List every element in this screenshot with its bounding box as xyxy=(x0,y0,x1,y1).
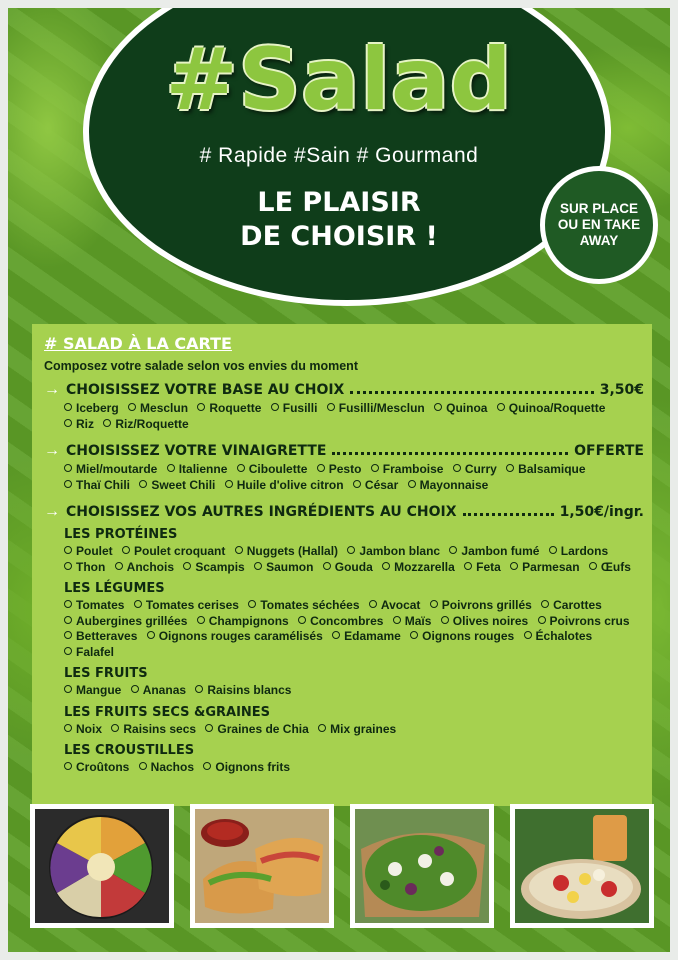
option-item: Tomates xyxy=(64,598,124,612)
leader-dots xyxy=(332,452,568,455)
option-item: Betteraves xyxy=(64,629,137,643)
arrow-right-icon: → xyxy=(44,503,60,520)
option-item: Croûtons xyxy=(64,760,129,774)
option-item: Raisins blancs xyxy=(195,683,291,697)
photo-sandwich xyxy=(190,804,334,928)
option-item: Roquette xyxy=(197,401,261,415)
option-item: Tomates séchées xyxy=(248,598,359,612)
option-item: Jambon fumé xyxy=(449,544,539,558)
option-item: Pesto xyxy=(317,462,362,476)
option-item: Mangue xyxy=(64,683,121,697)
category-price: OFFERTE xyxy=(574,443,644,459)
option-item: Mix graines xyxy=(318,722,396,736)
option-item: Iceberg xyxy=(64,401,119,415)
salad-drink-image xyxy=(515,809,649,923)
option-item: Nuggets (Hallal) xyxy=(235,544,338,558)
category-label: CHOISISSEZ VOS AUTRES INGRÉDIENTS AU CHOIX xyxy=(66,504,457,520)
option-item: Échalotes xyxy=(524,629,593,643)
ingredient-group-title: LES FRUITS xyxy=(64,666,148,681)
ingredient-group-options xyxy=(64,760,644,776)
option-item: Ananas xyxy=(131,683,186,697)
tagline: # Rapide #Sain # Gourmand xyxy=(199,144,479,167)
option-item: Mesclun xyxy=(128,401,188,415)
badge-text: SUR PLACE OU EN TAKE AWAY xyxy=(557,201,641,248)
option-item: Miel/moutarde xyxy=(64,462,157,476)
option-item: César xyxy=(353,478,398,492)
option-item: Olives noires xyxy=(441,614,528,628)
option-item: Feta xyxy=(464,560,501,574)
option-item: Poivrons crus xyxy=(538,614,630,628)
option-item: Thaï Chili xyxy=(64,478,130,492)
photo-strip xyxy=(30,804,654,930)
option-item: Jambon blanc xyxy=(347,544,440,558)
category-label: CHOISISSEZ VOTRE VINAIGRETTE xyxy=(66,443,327,459)
option-item: Riz xyxy=(64,417,94,431)
option-item: Mozzarella xyxy=(382,560,455,574)
option-item: Poulet xyxy=(64,544,113,558)
option-item: Maïs xyxy=(393,614,432,628)
slogan-line-2: DE CHOISIR ! xyxy=(240,221,438,252)
option-item: Mayonnaise xyxy=(408,478,489,492)
category-label: CHOISISSEZ VOTRE BASE AU CHOIX xyxy=(66,382,345,398)
category-price: 3,50€ xyxy=(599,382,644,398)
option-item: Quinoa/Roquette xyxy=(497,401,606,415)
option-item: Saumon xyxy=(254,560,313,574)
option-item: Sweet Chili xyxy=(139,478,215,492)
ingredient-group-options xyxy=(64,598,644,660)
option-item: Lardons xyxy=(549,544,608,558)
option-item: Huile d'olive citron xyxy=(225,478,344,492)
option-item: Carottes xyxy=(541,598,602,612)
option-item: Poivrons grillés xyxy=(430,598,532,612)
option-item: Thon xyxy=(64,560,105,574)
ingredient-group-title: LES FRUITS SECS &GRAINES xyxy=(64,704,271,720)
category-ingredients xyxy=(44,503,644,521)
option-item: Oignons rouges caramélisés xyxy=(147,629,323,643)
category-vinaigrette xyxy=(44,442,644,460)
option-item: Framboise xyxy=(371,462,444,476)
option-item: Fusilli/Mesclun xyxy=(327,401,425,415)
option-item: Oignons frits xyxy=(203,760,290,774)
option-item: Quinoa xyxy=(434,401,487,415)
section-title: # SALAD À LA CARTE xyxy=(44,334,232,353)
option-item: Œufs xyxy=(589,560,631,574)
leader-dots xyxy=(463,513,554,516)
option-item: Edamame xyxy=(332,629,401,643)
category-price: 1,50€/ingr. xyxy=(559,504,644,520)
option-item: Poulet croquant xyxy=(122,544,225,558)
ingredient-group-title: LES PROTÉINES xyxy=(64,527,178,542)
option-item: Champignons xyxy=(197,614,289,628)
option-item: Oignons rouges xyxy=(410,629,514,643)
salad-box-image xyxy=(355,809,489,923)
option-item: Italienne xyxy=(167,462,228,476)
option-item: Graines de Chia xyxy=(205,722,308,736)
option-item: Gouda xyxy=(323,560,373,574)
base-options xyxy=(64,401,644,432)
leader-dots xyxy=(350,391,593,394)
ingredient-groups xyxy=(44,527,644,776)
ingredient-group-options xyxy=(64,683,644,699)
photo-salad-box xyxy=(350,804,494,928)
option-item: Riz/Roquette xyxy=(103,417,188,431)
photo-salad-drink xyxy=(510,804,654,928)
takeaway-badge xyxy=(540,166,658,284)
brand-title: #Salad xyxy=(165,30,513,130)
option-item: Scampis xyxy=(183,560,244,574)
ingredient-group-title: LES LÉGUMES xyxy=(64,581,165,596)
arrow-right-icon: → xyxy=(44,442,60,459)
option-item: Concombres xyxy=(298,614,383,628)
vinaigrette-options xyxy=(64,462,644,493)
menu-panel xyxy=(32,324,652,806)
intro-text: Composez votre salade selon vos envies du moment xyxy=(44,359,358,373)
arrow-right-icon: → xyxy=(44,381,60,398)
option-item: Noix xyxy=(64,722,102,736)
ingredient-group-options xyxy=(64,722,644,738)
sandwich-image xyxy=(195,809,329,923)
option-item: Nachos xyxy=(139,760,194,774)
option-item: Aubergines grillées xyxy=(64,614,187,628)
ingredient-group-title: LES CROUSTILLES xyxy=(64,743,195,758)
option-item: Falafel xyxy=(64,645,114,659)
option-item: Tomates cerises xyxy=(134,598,239,612)
option-item: Anchois xyxy=(115,560,174,574)
ingredient-group-options xyxy=(64,544,644,575)
category-base xyxy=(44,381,644,399)
option-item: Fusilli xyxy=(271,401,318,415)
option-item: Raisins secs xyxy=(111,722,196,736)
slogan-line-1: LE PLAISIR xyxy=(257,187,421,218)
option-item: Parmesan xyxy=(510,560,579,574)
option-item: Balsamique xyxy=(506,462,585,476)
photo-buddha-bowl xyxy=(30,804,174,928)
menu-poster xyxy=(8,8,670,952)
option-item: Curry xyxy=(453,462,497,476)
option-item: Avocat xyxy=(369,598,421,612)
bowl-image xyxy=(35,809,169,923)
option-item: Ciboulette xyxy=(237,462,308,476)
